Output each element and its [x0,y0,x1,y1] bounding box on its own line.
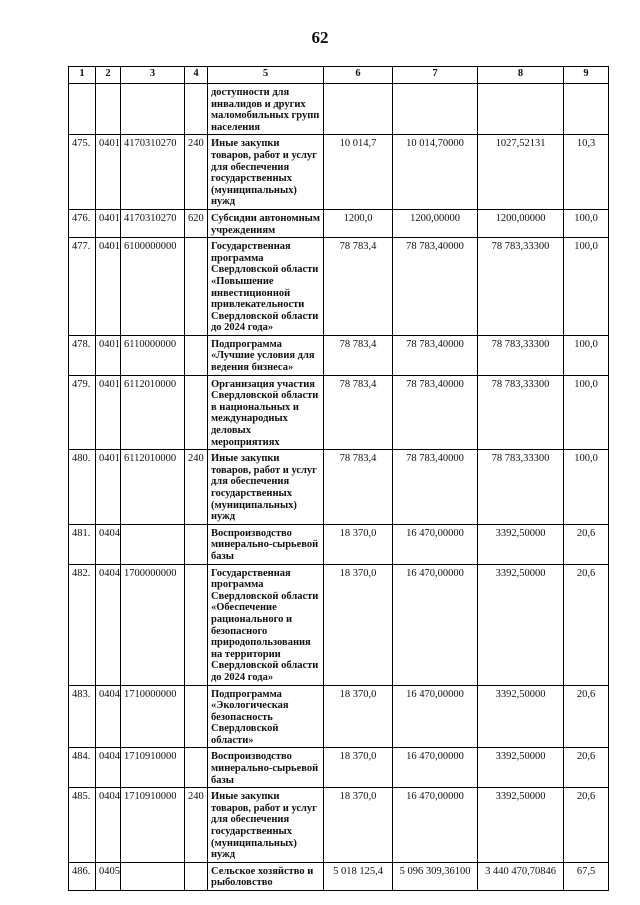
table-row [69,335,609,375]
section-code-cell: 0404 [96,564,121,685]
approved-amount-cell: 78 783,4 [324,375,393,450]
item-name-cell: Подпрограмма «Лучшие условия для ведения бизнеса» [208,335,324,375]
item-name-cell: Субсидии автономным учреждениям [208,209,324,237]
adjusted-amount-cell: 16 470,00000 [393,788,478,863]
expense-type-cell: 240 [185,135,208,210]
executed-amount-cell: 78 783,33300 [478,238,564,336]
executed-amount-cell: 3392,50000 [478,788,564,863]
executed-amount-cell: 1200,00000 [478,209,564,237]
item-name-cell: Воспроизводство минерально-сырьевой базы [208,524,324,564]
item-name-cell: Государственная программа Свердловской области «Обеспечение рационального и безопасного природопользования на территории Свердловской области до 2024 года» [208,564,324,685]
executed-amount-cell: 3 440 470,70846 [478,862,564,890]
percent-cell: 10,3 [564,135,609,210]
approved-amount-cell: 18 370,0 [324,524,393,564]
row-number-cell: 477. [69,238,96,336]
item-name-cell: Воспроизводство минерально-сырьевой базы [208,748,324,788]
percent-cell: 20,6 [564,564,609,685]
target-article-cell [121,524,185,564]
target-article-cell: 1700000000 [121,564,185,685]
header-cell: 2 [96,67,121,84]
section-code-cell: 0401 [96,335,121,375]
percent-cell: 100,0 [564,375,609,450]
approved-amount-cell: 10 014,7 [324,135,393,210]
table-row [69,450,609,525]
expense-type-cell: 240 [185,788,208,863]
adjusted-amount-cell: 16 470,00000 [393,685,478,748]
budget-table [68,66,609,891]
adjusted-amount-cell: 78 783,40000 [393,375,478,450]
percent-cell: 20,6 [564,748,609,788]
target-article-cell: 4170310270 [121,209,185,237]
target-article-cell: 6110000000 [121,335,185,375]
row-number-cell: 486. [69,862,96,890]
executed-amount-cell: 78 783,33300 [478,335,564,375]
approved-amount-cell: 1200,0 [324,209,393,237]
adjusted-amount-cell: 78 783,40000 [393,335,478,375]
table-row [69,685,609,748]
target-article-cell: 1710910000 [121,788,185,863]
item-name-cell: Иные закупки товаров, работ и услуг для обеспечения государственных (муниципальных) нужд [208,788,324,863]
percent-cell: 20,6 [564,788,609,863]
approved-amount-cell [324,84,393,135]
expense-type-cell [185,685,208,748]
target-article-cell: 4170310270 [121,135,185,210]
percent-cell: 100,0 [564,238,609,336]
expense-type-cell [185,748,208,788]
item-name-cell: Организация участия Свердловской области в национальных и международных деловых мероприятиях [208,375,324,450]
header-cell: 5 [208,67,324,84]
section-code-cell: 0401 [96,209,121,237]
section-code-cell: 0401 [96,238,121,336]
header-cell: 6 [324,67,393,84]
header-cell: 1 [69,67,96,84]
target-article-cell [121,862,185,890]
section-code-cell: 0404 [96,524,121,564]
adjusted-amount-cell: 16 470,00000 [393,564,478,685]
header-cell: 8 [478,67,564,84]
approved-amount-cell: 18 370,0 [324,685,393,748]
row-number-cell: 481. [69,524,96,564]
expense-type-cell [185,862,208,890]
row-number-cell: 484. [69,748,96,788]
adjusted-amount-cell: 10 014,70000 [393,135,478,210]
row-number-cell: 478. [69,335,96,375]
adjusted-amount-cell: 16 470,00000 [393,748,478,788]
row-number-cell [69,84,96,135]
target-article-cell: 6112010000 [121,450,185,525]
table-row [69,564,609,685]
item-name-cell: Иные закупки товаров, работ и услуг для обеспечения государственных (муниципальных) нужд [208,135,324,210]
expense-type-cell: 240 [185,450,208,525]
section-code-cell: 0401 [96,375,121,450]
approved-amount-cell: 18 370,0 [324,788,393,863]
expense-type-cell [185,375,208,450]
approved-amount-cell: 78 783,4 [324,238,393,336]
table-row [69,375,609,450]
table-row [69,788,609,863]
section-code-cell [96,84,121,135]
executed-amount-cell: 3392,50000 [478,564,564,685]
percent-cell: 20,6 [564,685,609,748]
executed-amount-cell: 3392,50000 [478,748,564,788]
table-row [69,238,609,336]
row-number-cell: 485. [69,788,96,863]
approved-amount-cell: 18 370,0 [324,564,393,685]
executed-amount-cell [478,84,564,135]
executed-amount-cell: 3392,50000 [478,685,564,748]
row-number-cell: 483. [69,685,96,748]
expense-type-cell [185,524,208,564]
expense-type-cell: 620 [185,209,208,237]
item-name-cell: доступности для инвалидов и других маломобильных групп населения [208,84,324,135]
row-number-cell: 480. [69,450,96,525]
adjusted-amount-cell: 16 470,00000 [393,524,478,564]
header-cell: 9 [564,67,609,84]
percent-cell: 67,5 [564,862,609,890]
item-name-cell: Подпрограмма «Экологическая безопасность Свердловской области» [208,685,324,748]
section-code-cell: 0404 [96,748,121,788]
table-row [69,524,609,564]
table-row [69,748,609,788]
percent-cell: 100,0 [564,209,609,237]
executed-amount-cell: 1027,52131 [478,135,564,210]
target-article-cell [121,84,185,135]
header-cell: 4 [185,67,208,84]
row-number-cell: 482. [69,564,96,685]
header-cell: 3 [121,67,185,84]
section-code-cell: 0404 [96,685,121,748]
adjusted-amount-cell: 78 783,40000 [393,238,478,336]
adjusted-amount-cell [393,84,478,135]
approved-amount-cell: 78 783,4 [324,450,393,525]
table-row [69,862,609,890]
row-number-cell: 476. [69,209,96,237]
section-code-cell: 0401 [96,450,121,525]
adjusted-amount-cell: 5 096 309,36100 [393,862,478,890]
table-row [69,209,609,237]
approved-amount-cell: 18 370,0 [324,748,393,788]
executed-amount-cell: 3392,50000 [478,524,564,564]
page-number: 62 [311,28,329,47]
adjusted-amount-cell: 78 783,40000 [393,450,478,525]
target-article-cell: 6100000000 [121,238,185,336]
section-code-cell: 0405 [96,862,121,890]
header-cell: 7 [393,67,478,84]
approved-amount-cell: 78 783,4 [324,335,393,375]
row-number-cell: 479. [69,375,96,450]
target-article-cell: 1710000000 [121,685,185,748]
expense-type-cell [185,84,208,135]
approved-amount-cell: 5 018 125,4 [324,862,393,890]
executed-amount-cell: 78 783,33300 [478,450,564,525]
header-row [69,67,609,84]
expense-type-cell [185,564,208,685]
item-name-cell: Государственная программа Свердловской области «Повышение инвестиционной привлекательности Свердловской области до 2024 года» [208,238,324,336]
percent-cell [564,84,609,135]
table-row [69,135,609,210]
table-row [69,84,609,135]
adjusted-amount-cell: 1200,00000 [393,209,478,237]
section-code-cell: 0404 [96,788,121,863]
row-number-cell: 475. [69,135,96,210]
target-article-cell: 1710910000 [121,748,185,788]
expense-type-cell [185,238,208,336]
item-name-cell: Иные закупки товаров, работ и услуг для обеспечения государственных (муниципальных) нужд [208,450,324,525]
percent-cell: 100,0 [564,450,609,525]
section-code-cell: 0401 [96,135,121,210]
executed-amount-cell: 78 783,33300 [478,375,564,450]
item-name-cell: Сельское хозяйство и рыболовство [208,862,324,890]
expense-type-cell [185,335,208,375]
percent-cell: 100,0 [564,335,609,375]
percent-cell: 20,6 [564,524,609,564]
target-article-cell: 6112010000 [121,375,185,450]
